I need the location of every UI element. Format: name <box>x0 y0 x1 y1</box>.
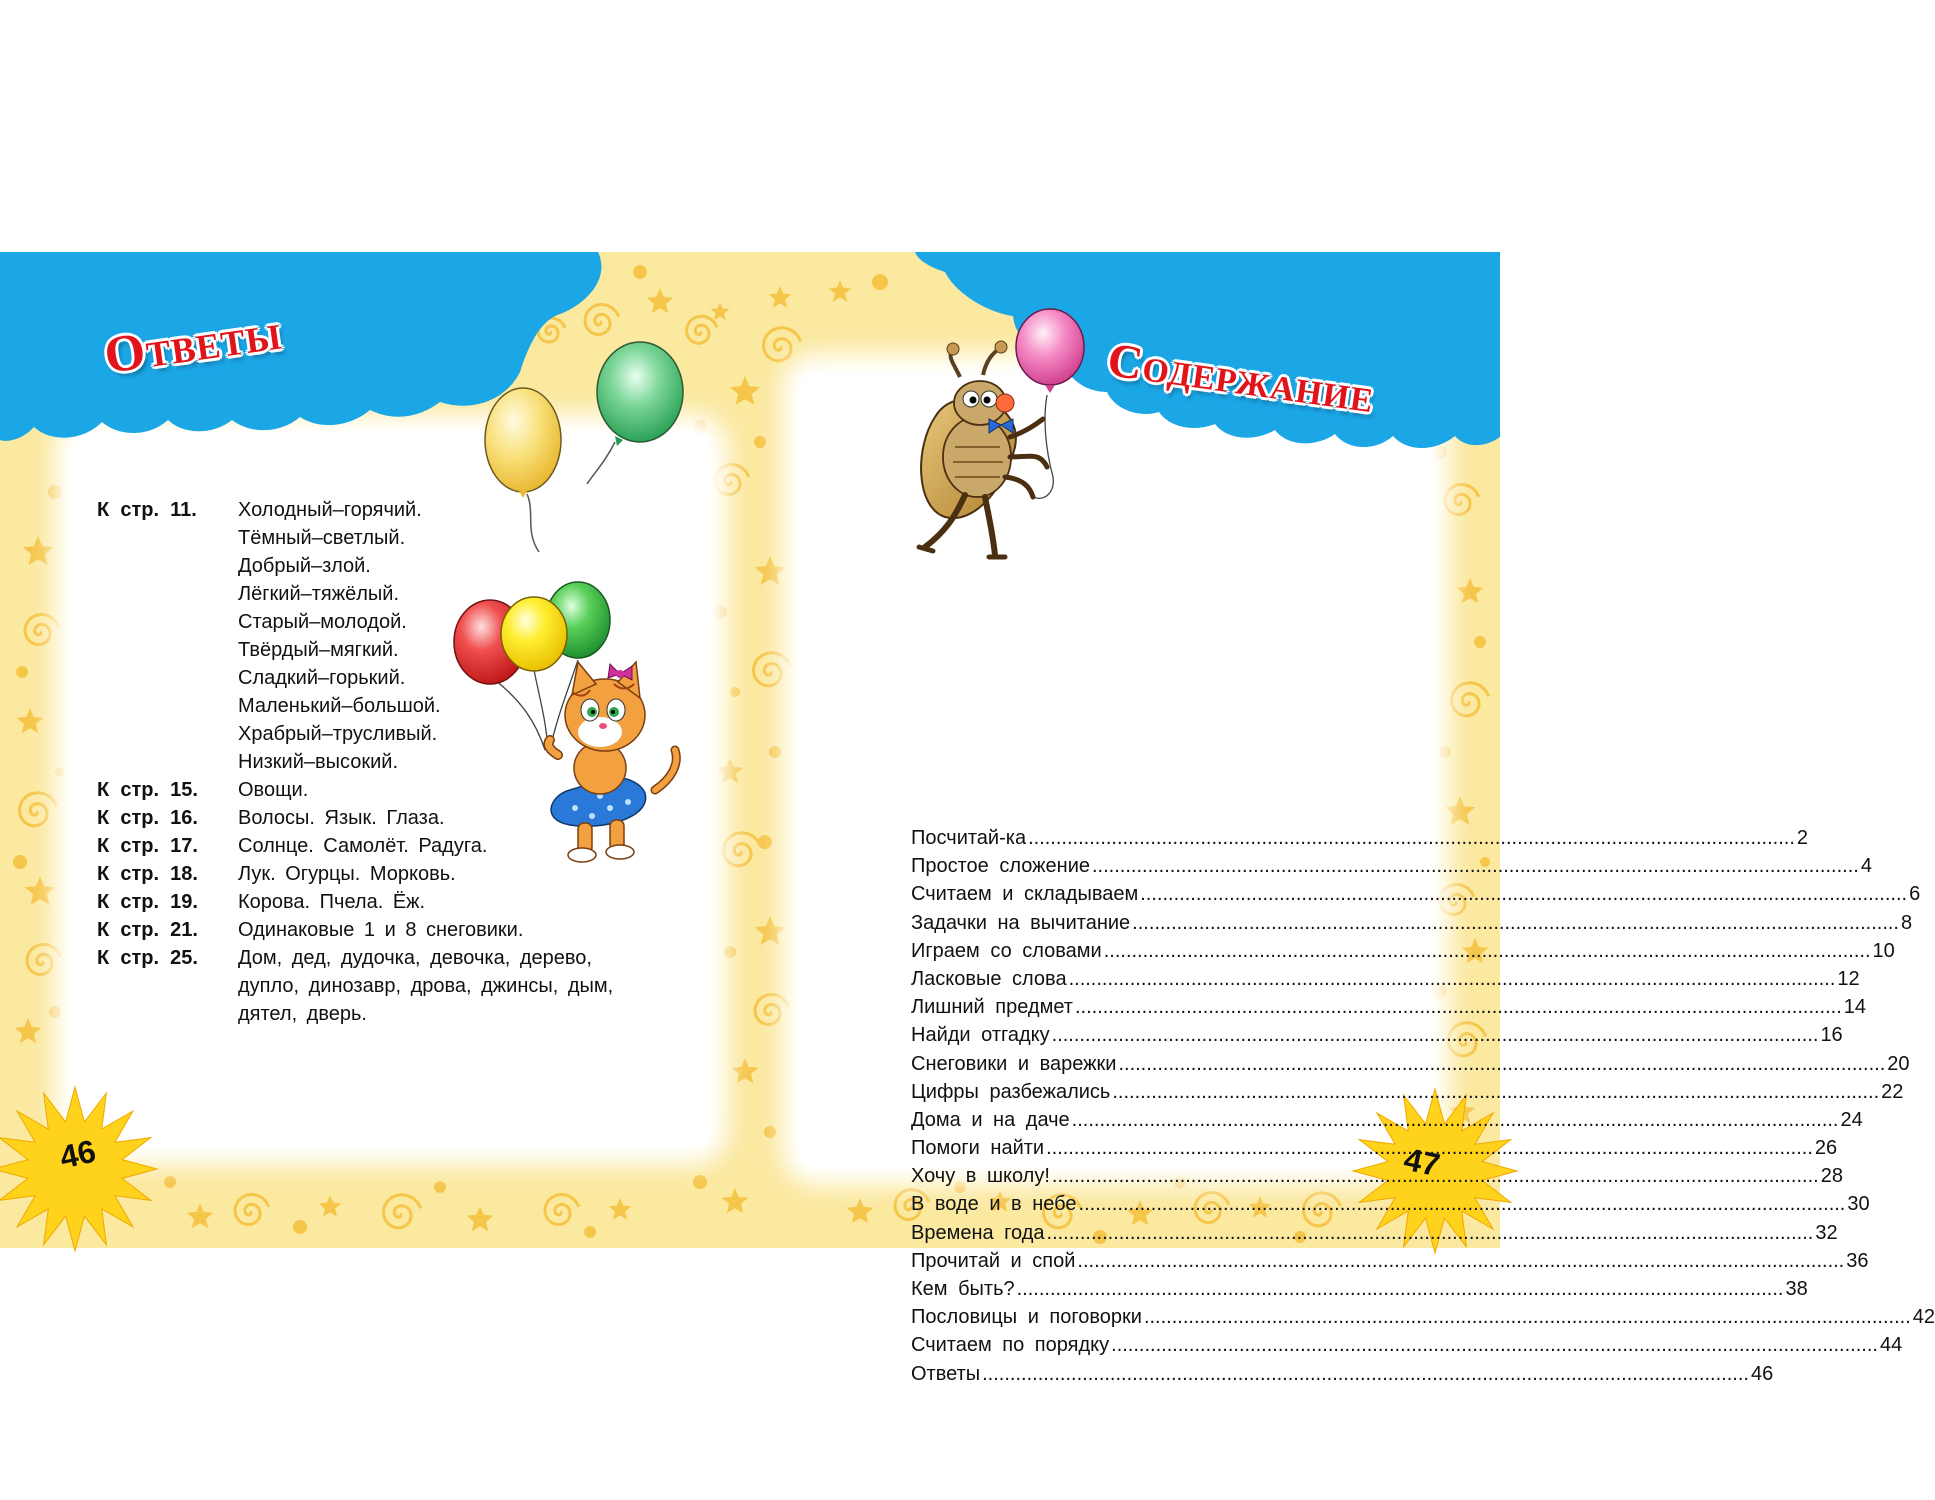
spiral-decoration <box>1445 484 1479 514</box>
toc-dot-leader <box>1072 1109 1839 1132</box>
toc-entry-page: 24 <box>1840 1108 1863 1131</box>
toc-entry-title: Найди отгадку <box>911 1024 1050 1047</box>
toc-dot-leader <box>1104 940 1871 963</box>
answer-text: Овощи. <box>238 779 309 801</box>
spiral-decoration <box>20 793 57 826</box>
toc-dot-leader <box>1052 1165 1819 1188</box>
toc-entry-page: 26 <box>1814 1137 1838 1160</box>
answer-text: Маленький–большой. <box>238 695 441 717</box>
star-decoration <box>829 280 852 302</box>
toc-entry-title: Простое сложение <box>911 855 1090 878</box>
star-decoration <box>187 1203 214 1228</box>
dot-decoration <box>13 855 27 869</box>
toc-dot-leader <box>1028 827 1795 850</box>
toc-entry-title: Считаем по порядку <box>911 1334 1110 1357</box>
answer-text: дятел, дверь. <box>238 1003 367 1025</box>
toc-dot-leader <box>1144 1306 1911 1329</box>
dot-decoration <box>754 436 766 448</box>
toc-dot-leader <box>1077 1250 1844 1273</box>
star-decoration <box>467 1206 494 1231</box>
answer-text: Твёрдый–мягкий. <box>238 639 399 661</box>
answer-text: Дом, дед, дудочка, девочка, дерево, <box>238 947 592 969</box>
toc-dot-leader <box>1112 1081 1879 1104</box>
toc-dot-leader <box>1069 968 1836 991</box>
toc-entry-page: 6 <box>1909 883 1921 906</box>
book-spread <box>0 252 1935 1385</box>
toc-entry-title: Лишний предмет <box>911 996 1073 1019</box>
spiral-decoration <box>235 1194 269 1224</box>
toc-entry-page: 4 <box>1860 855 1872 878</box>
toc-entry-page: 10 <box>1872 939 1895 962</box>
toc-entry-title: Времена года <box>911 1221 1045 1244</box>
star-decoration <box>730 376 760 405</box>
toc-entry-title: Задачки на вычитание <box>911 911 1131 934</box>
toc-entry <box>911 911 1913 940</box>
toc-entry-title: Ласковые слова <box>911 967 1067 990</box>
spiral-decoration <box>715 464 749 494</box>
star-decoration <box>319 1195 342 1217</box>
toc-entry-title: Хочу в школу! <box>911 1165 1050 1188</box>
toc-entry <box>911 827 1809 855</box>
toc-entry-title: Снеговики и варежки <box>911 1052 1117 1075</box>
dot-decoration <box>164 1176 176 1188</box>
page-number-right: 47 <box>1400 1140 1444 1184</box>
star-decoration <box>17 708 44 733</box>
toc-entry-title: Дома и на даче <box>911 1108 1070 1131</box>
spiral-decoration <box>1452 683 1489 716</box>
star-decoration <box>25 876 55 905</box>
spiral-decoration <box>27 944 61 974</box>
toc-entry <box>911 1080 1904 1109</box>
beetle-with-balloon-illustration <box>905 307 1090 572</box>
star-decoration <box>847 1198 874 1223</box>
dot-decoration <box>872 274 888 290</box>
dot-decoration <box>724 946 736 958</box>
toc-entry-title: Посчитай-ка <box>911 827 1027 849</box>
answer-page-ref: К стр. 16. <box>97 807 198 829</box>
dot-decoration <box>1439 746 1451 758</box>
dot-decoration <box>633 265 647 279</box>
answer-text: Храбрый–трусливый. <box>238 723 438 745</box>
dot-decoration <box>48 485 62 499</box>
answer-page-ref: К стр. 21. <box>97 919 198 941</box>
dot-decoration <box>769 746 781 758</box>
toc-dot-leader <box>982 1363 1749 1386</box>
toc-entry-page: 46 <box>1750 1362 1774 1385</box>
page-number-left: 46 <box>56 1132 99 1176</box>
toc-entry-title: Цифры разбежались <box>911 1080 1111 1103</box>
toc-entry-title: Ответы <box>911 1362 981 1385</box>
toc-entry-page: 44 <box>1879 1334 1903 1357</box>
toc-entry-page: 20 <box>1887 1052 1910 1075</box>
toc-entry <box>911 1334 1903 1362</box>
toc-entry <box>911 1362 1774 1391</box>
toc-entry <box>911 855 1872 883</box>
contents-page-title: Содержание <box>1104 333 1378 424</box>
toc-entry <box>911 939 1895 968</box>
answer-page-ref: К стр. 19. <box>97 891 198 913</box>
toc-entry <box>911 1052 1910 1081</box>
toc-entry-title: Считаем и складываем <box>911 883 1139 906</box>
dot-decoration <box>730 687 740 697</box>
spiral-decoration <box>25 614 59 644</box>
answer-page-ref: К стр. 25. <box>97 947 198 969</box>
dot-decoration <box>293 1220 307 1234</box>
answer-page-ref: К стр. 18. <box>97 863 198 885</box>
toc-entry-page: 2 <box>1796 827 1809 849</box>
toc-entry-title: Помоги найти <box>911 1137 1045 1160</box>
toc-entry-page: 36 <box>1846 1249 1869 1272</box>
toc-entry-page: 38 <box>1785 1278 1808 1300</box>
toc-entry-page: 28 <box>1820 1165 1843 1188</box>
toc-dot-leader <box>1047 1222 1814 1245</box>
answer-page-ref: К стр. 15. <box>97 779 198 801</box>
spiral-decoration <box>724 833 761 866</box>
answer-text: Сладкий–горький. <box>238 667 406 689</box>
dot-decoration <box>16 666 28 678</box>
answer-text: Холодный–горячий. <box>238 499 422 521</box>
star-decoration <box>1445 796 1475 825</box>
answer-text: Добрый–злой. <box>238 555 371 577</box>
toc-entry-page: 16 <box>1820 1024 1843 1047</box>
star-decoration <box>769 286 792 308</box>
toc-entry-page: 30 <box>1847 1193 1870 1216</box>
answer-text: Корова. Пчела. Ёж. <box>238 891 426 913</box>
toc-dot-leader <box>1046 1137 1813 1160</box>
answer-text: дупло, динозавр, дрова, джинсы, дым, <box>238 975 614 997</box>
answer-text: Низкий–высокий. <box>238 751 398 773</box>
toc-entry-title: Прочитай и спой <box>911 1249 1076 1272</box>
toc-entry <box>911 1193 1870 1221</box>
answer-text: Лёгкий–тяжёлый. <box>238 583 400 605</box>
star-decoration <box>722 1188 749 1213</box>
toc-dot-leader <box>1111 1334 1878 1357</box>
toc-dot-leader <box>1052 1024 1819 1047</box>
toc-dot-leader <box>1075 996 1842 1019</box>
spiral-decoration <box>764 328 801 361</box>
dot-decoration <box>434 1181 446 1193</box>
toc-entry-title: Пословицы и поговорки <box>911 1306 1142 1329</box>
toc-dot-leader <box>1079 1193 1846 1216</box>
kitten-with-balloons-illustration <box>450 580 690 865</box>
toc-entry-page: 12 <box>1837 967 1860 990</box>
toc-entry-page: 42 <box>1912 1306 1935 1329</box>
toc-entry-page: 14 <box>1843 996 1867 1019</box>
toc-entry-page: 22 <box>1881 1080 1904 1103</box>
answer-text: Старый–молодой. <box>238 611 407 633</box>
star-decoration <box>23 536 53 565</box>
toc-dot-leader <box>1017 1278 1784 1301</box>
dot-decoration <box>713 605 727 619</box>
toc-dot-leader <box>1092 855 1859 878</box>
toc-entry <box>911 1108 1863 1137</box>
answer-text: Солнце. Самолёт. Радуга. <box>238 835 488 857</box>
toc-entry <box>911 1278 1808 1306</box>
toc-entry <box>911 1249 1869 1278</box>
toc-dot-leader <box>1132 912 1899 935</box>
spiral-decoration <box>687 316 718 343</box>
toc-entry <box>911 967 1860 996</box>
answer-text: Лук. Огурцы. Морковь. <box>238 863 456 885</box>
toc-entry-title: В воде и в небе <box>911 1193 1077 1216</box>
toc-entry <box>911 996 1867 1024</box>
dot-decoration <box>1474 636 1486 648</box>
star-decoration <box>732 1058 759 1083</box>
dot-decoration <box>764 1126 776 1138</box>
star-decoration <box>755 916 785 945</box>
dot-decoration <box>758 835 772 849</box>
answer-text: Тёмный–светлый. <box>238 527 406 549</box>
toc-dot-leader <box>1140 883 1907 906</box>
toc-dot-leader <box>1118 1053 1885 1076</box>
dot-decoration <box>584 1226 596 1238</box>
star-decoration <box>711 302 730 320</box>
star-decoration <box>1457 578 1484 603</box>
answers-page-title: Ответы <box>101 303 286 385</box>
toc-entry-title: Играем со словами <box>911 939 1102 962</box>
spiral-decoration <box>545 1194 579 1224</box>
spiral-decoration <box>754 653 791 686</box>
toc-entry <box>911 1024 1843 1052</box>
toc-entry <box>911 883 1921 911</box>
dot-decoration <box>693 1175 707 1189</box>
toc-entry <box>911 1221 1838 1250</box>
star-decoration <box>647 288 674 313</box>
answer-text: Одинаковые 1 и 8 снеговики. <box>238 919 524 941</box>
toc-entry-page: 8 <box>1901 911 1913 934</box>
star-decoration <box>755 556 785 585</box>
toc-entry <box>911 1165 1843 1193</box>
answer-text: Волосы. Язык. Глаза. <box>238 807 445 829</box>
dot-decoration <box>49 1006 61 1018</box>
spiral-decoration <box>755 994 789 1024</box>
star-decoration <box>609 1198 632 1220</box>
star-decoration <box>15 1018 42 1043</box>
answer-page-ref: К стр. 17. <box>97 835 198 857</box>
star-decoration <box>717 758 744 783</box>
answer-page-ref: К стр. 11. <box>97 499 197 521</box>
toc-entry-title: Кем быть? <box>911 1278 1015 1300</box>
dot-decoration <box>55 767 65 777</box>
toc-entry-page: 32 <box>1815 1221 1838 1244</box>
toc-entry <box>911 1306 1935 1334</box>
balloons-yellow-green-illustration <box>475 352 695 562</box>
spiral-decoration <box>384 1195 421 1228</box>
